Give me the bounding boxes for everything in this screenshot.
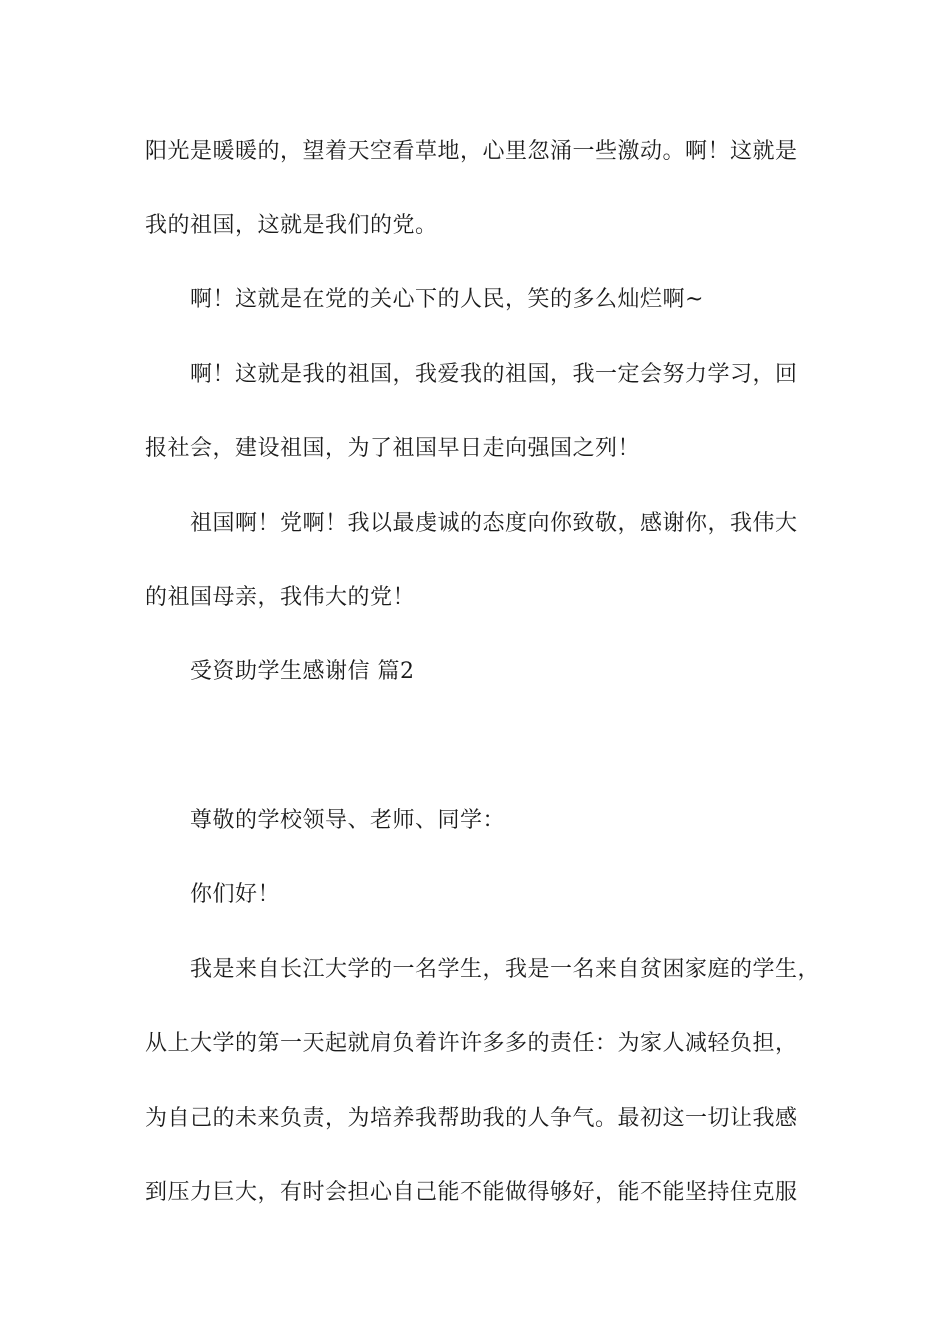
paragraph-line: 我的祖国，这就是我们的党。 [145,213,438,238]
paragraph-line: 啊！这就是我的祖国，我爱我的祖国，我一定会努力学习，回 [190,362,798,387]
section-heading: 受资助学生感谢信 篇2 [190,659,415,684]
paragraph-line: 报社会，建设祖国，为了祖国早日走向强国之列！ [145,436,641,461]
paragraph-line: 到压力巨大，有时会担心自己能不能做得够好，能不能坚持住克服 [145,1180,798,1205]
paragraph-line: 啊！这就是在党的关心下的人民，笑的多么灿烂啊~ [190,287,704,312]
paragraph-line: 的祖国母亲，我伟大的党！ [145,585,416,610]
paragraph-line: 从上大学的第一天起就肩负着许许多多的责任：为家人减轻负担， [145,1031,798,1056]
salutation: 尊敬的学校领导、老师、同学： [190,808,506,833]
greeting: 你们好！ [190,882,281,907]
paragraph-line: 阳光是暖暖的，望着天空看草地，心里忽涌一些激动。啊！这就是 [145,139,798,164]
paragraph-line: 祖国啊！党啊！我以最虔诚的态度向你致敬，感谢你，我伟大 [190,511,798,536]
paragraph-line: 为自己的未来负责，为培养我帮助我的人争气。最初这一切让我感 [145,1106,798,1131]
paragraph-line: 我是来自长江大学的一名学生，我是一名来自贫困家庭的学生， [190,957,821,982]
